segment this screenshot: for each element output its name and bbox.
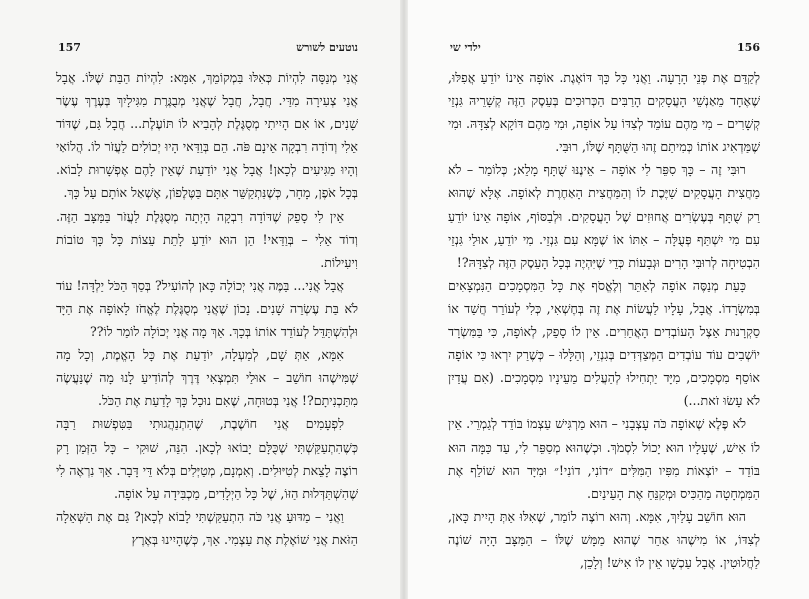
- paragraph: אֲנִי מְנַסָּה לִהְיוֹת כְּאִלּוּ בִּמְקוֹמֵךְ, אִמָּא: לִהְיוֹת הַבַּת שֶׁלּוֹ. אֲבָל אֲנִי צְעִירָה מִדַּי. חֲבָל, חֲבָל שֶׁאֲנִי מְבֻגֶּרֶת מִגִּילָיִךְ בְּעֶרֶךְ עֶשֶׂר שָׁנִים, אוֹ אִם הָיִיתִי מְסֻגֶּלֶת לְהָבִיא לוֹ תּוֹעֶלֶת... חֲבָל גַּם, שֶׁדּוֹד אֵלִי וְדוֹדָה רִבְקָה אֵינָם פֹּה. הֵם בְּוַדַּאי הָיוּ יְכוֹלִים לַעֲזֹר לוֹ. הֲלוֹאַי וְהָיוּ מַגִּיעִים לְכָאן! אֲבָל אֲנִי יוֹדַעַת שֶׁאֵין לָהֶם אֶפְשָׁרוּת לָבוֹא. בְּכָל אֹפֶן, מָחָר, כְּשֶׁנִּתְקַשֵּׁר אִתָּם בַּטֶּלֶפוֹן, אֶשְׁאַל אוֹתָם עַל כָּךְ.: [56, 70, 358, 201]
- paragraph: כָּעֵת מְנַסֶּה אוֹפָה לְאַתֵּר וְלֶאֱסֹף אֶת כָּל הַמִּסְמָכִים הַנִּמְצָאִים בְּמִשְׂרָדוֹ. אֲבָל, עָלָיו לַעֲשׂוֹת אֶת זֶה בְּחֶשְׁאִי, כְּלִי לְעוֹרֵר חֲשַׁד אוֹ סַקְרָנוּת אֵצֶל הָעוֹבְדִים הָאֲחֵרִים. אֵין לוֹ סָפֵק, לְאוֹפָה, כִּי בַּמִּשְׂרָד יוֹשְׁבִים עוֹד עוֹבְדִים הַמְּצַדְּדִים בְּגִנְזֵי, וְהַלָּלוּ – כְּשֶׁרַק יִרְאוּ כִּי אוֹפָה אוֹסֵף מִסְמָכִים, מִיָּד יַתְחִילוּ לְהַעֲלִים מֵעֵינָיו מִסְמָכִים. (אִם עֲדַיִן לֹא עָשׂוּ זֹאת...): [448, 277, 760, 409]
- running-title: ילדי שי: [450, 41, 481, 54]
- left-page: [0, 0, 404, 599]
- book-gutter: [400, 0, 408, 599]
- paragraph: לֹא פֶּלֶא שֶׁאוֹפָה כֹּה עָצְבָנִי – הוּא מַרְגִּישׁ עַצְמוֹ בּוֹדֵד לְגַמְרֵי. אֵין לוֹ אִישׁ, שֶׁעָלָיו הוּא יָכוֹל לִסְמֹךְ. וּכְשֶׁהוּא מְסַפֵּר לִי, עַד כַּמָּה הוּא בּוֹדֵד – יוֹצְאוֹת מִפִּיו הַמִּלִּים ״דוֹנִי, דוֹנִי!״ וּמִיָּד הוּא שׁוֹלֵף אֶת הַמִּמְחָטָה מֵהַכִּיס וּמְקַנֵּחַ אֶת הָעֵינַיִם.: [448, 416, 760, 501]
- paragraph: אֲבָל אֲנִי... בַּמֶּה אֲנִי יְכוֹלָה כָּאן לְהוֹעִיל? בְּסַךְ הַכֹּל יַלְדָּה! עוֹד לֹא בַּת עֶשְׂרֵה שָׁנִים. נָכוֹן שֶׁאֲנִי מְסֻגֶּלֶת לֶאֱחֹז לָאוֹפָה אֶת הַיָּד וּלְהִשְׁתַּדֵּל לְעוֹדֵד אוֹתוֹ בְּכָךְ. אַךְ מָה אֲנִי יְכוֹלָה לוֹמַר לוֹ??: [56, 277, 358, 340]
- page-number: 156: [737, 41, 760, 54]
- paragraph: לִפְעָמִים אֲנִי חוֹשֶׁבֶת, שֶׁהִתְנַהֲגוּתִי בִּטִּפְשׁוּת רַבָּה כְּשֶׁהִתְעַקַּשְׁתִּי שֶׁכֻּלָּם יָבוֹאוּ לְכָאן. הִנֵּה, שׁוּקִי – כָּל הַזְּמַן רָק רוֹצֶה לָצֵאת לְטִיּוּלִים. וְאִמְנָם, מְטַיְּלִים בְּלֹא דֵּי דָּבָר. אַךְ נִרְאֶה לִי שֶׁהִשְׁתַּדְּלוּת הַזּוֹ, שֶׁל כָּל הַיְלָדִים, מַכְבִּידָה עַל אוֹפָה.: [56, 416, 358, 501]
- paragraph: הוּא חוֹשֵׁב עָלַיִךְ, אִמָּא. וְהוּא רוֹצֶה לוֹמַר, שֶׁאִלּוּ אַתְּ הָיִית כָּאן, לְצִדּוֹ, אוֹ מִישֶׁהוּ אַחֵר שֶׁהוּא מַמָּשׁ שֶׁלּוֹ – הַמַּצָּב הָיָה שׁוֹנֶה לַחֲלוּטִין. אֲבָל עַכְשָׁו אֵין לוֹ אִישׁ! וְלָכֵן,: [448, 508, 760, 570]
- paragraph: אֵין לִי סָפֵק שֶׁדּוֹדָה רִבְקָה הָיְתָה מְסֻגֶּלֶת לַעֲזֹר בַּמַּצָּב הַזֶּה. וְדוֹד אֵלִי – בְּוַדַּאי! הֵן הוּא יוֹדֵעַ לָתֵת עֵצוֹת כָּל כָּךְ טוֹבוֹת וִיעִילוֹת.: [56, 208, 358, 270]
- paragraph: לְקַדֵּם אֶת פְּנֵי הָרָעָה. וַאֲנִי כָּל כָּךְ דּוֹאֶגֶת. אוֹפָה אֵינוֹ יוֹדֵעַ אֲפִלּוּ, שֶׁאֶחָד מֵאַנְשֵׁי הָעֲסָקִים הָרַבִּים הַכְּרוּכִים בְּעֵסֶק הַזֶּה קְשָׁרֵיהּ גִּנְזֵי קְשָׁרִים – מִי מֵהֶם עוֹמֵד לְצִדּוֹ עַל אוֹפָה, וּמִי מֵהֶם דּוֹקָא לְצִדָּהּ. וּמִי שֶׁמַּדְאִיג אוֹתוֹ כְּמִיתַם זֶהוּ הַשֻּׁתָּף שֶׁלּוֹ, רוּבִּי.: [448, 70, 760, 155]
- paragraph: אִמָּא, אַתְּ שָׁם, לְמַעְלָה, יוֹדַעַת אֶת כָּל הָאֱמֶת, וְכָל מָה שֶׁמִּישֶׁהוּ חוֹשֵׁב – אוּלַי תִּמְצְאִי דֶּרֶךְ לְהוֹדִיעַ לָנוּ מָה שֶׁנַּעֲשֶׂה מִתַּכְנִיתָם?! אֲנִי בְּטוּחָה, שֶׁאִם נוּכַל כָּךְ לָדַעַת אֶת הַכֹּל.: [56, 347, 358, 409]
- right-page-header: [450, 41, 760, 57]
- right-page-body: [448, 66, 760, 574]
- running-title: נוטעים לשורש: [296, 41, 358, 54]
- page-number: 157: [58, 41, 81, 54]
- right-page: [404, 0, 809, 599]
- left-page-header: [58, 41, 358, 57]
- paragraph: וַאֲנִי – מַדּוּעַ אֲנִי כֹּה הִתְעַקַּשְׁתִּי לָבוֹא לְכָאן? גַּם אֶת הַשְּׁאֵלָה הַזֹּאת אֲנִי שׁוֹאֶלֶת אֶת עַצְמִי. אַךְ, כְּשֶׁהָיִינוּ בְּאֶרֶץ: [56, 508, 358, 547]
- paragraph: רוּבִּי זֶה – כָּךְ סִפֵּר לִי אוֹפָה – אֵינֶנּוּ שֻׁתָּף מָלֵא; כְּלוֹמַר – לֹא מַחֲצִית הָעֲסָקִים שַׁיֶּכֶת לוֹ וְהַמַּחֲצִית הָאַחֶרֶת לְאוֹפָה. אֶלָּא שֶׁהוּא רַק שֻׁתָּף בְּעֶשְׂרִים אֲחוּזִים שֶׁל הָעֲסָקִים. וּלְבַסּוֹף, אוֹפָה אֵינוֹ יוֹדֵעַ עִם מִי יִשְׁתַּף פְּעֻלָּה – אִתּוֹ אוֹ שֶׁמָּא עִם גִּנְזֵי. מִי יוֹדֵעַ, אוּלַי גִּנְזֵי הִבְטִיחָה לְרוּבִּי הָרִים וּגְבָעוֹת כְּדֵי שֶׁיִּהְיֶה בְּכָל הָעֵסֶק הַזֶּה לְצִדָּהּ?!: [448, 162, 760, 270]
- left-page-body: [56, 66, 358, 551]
